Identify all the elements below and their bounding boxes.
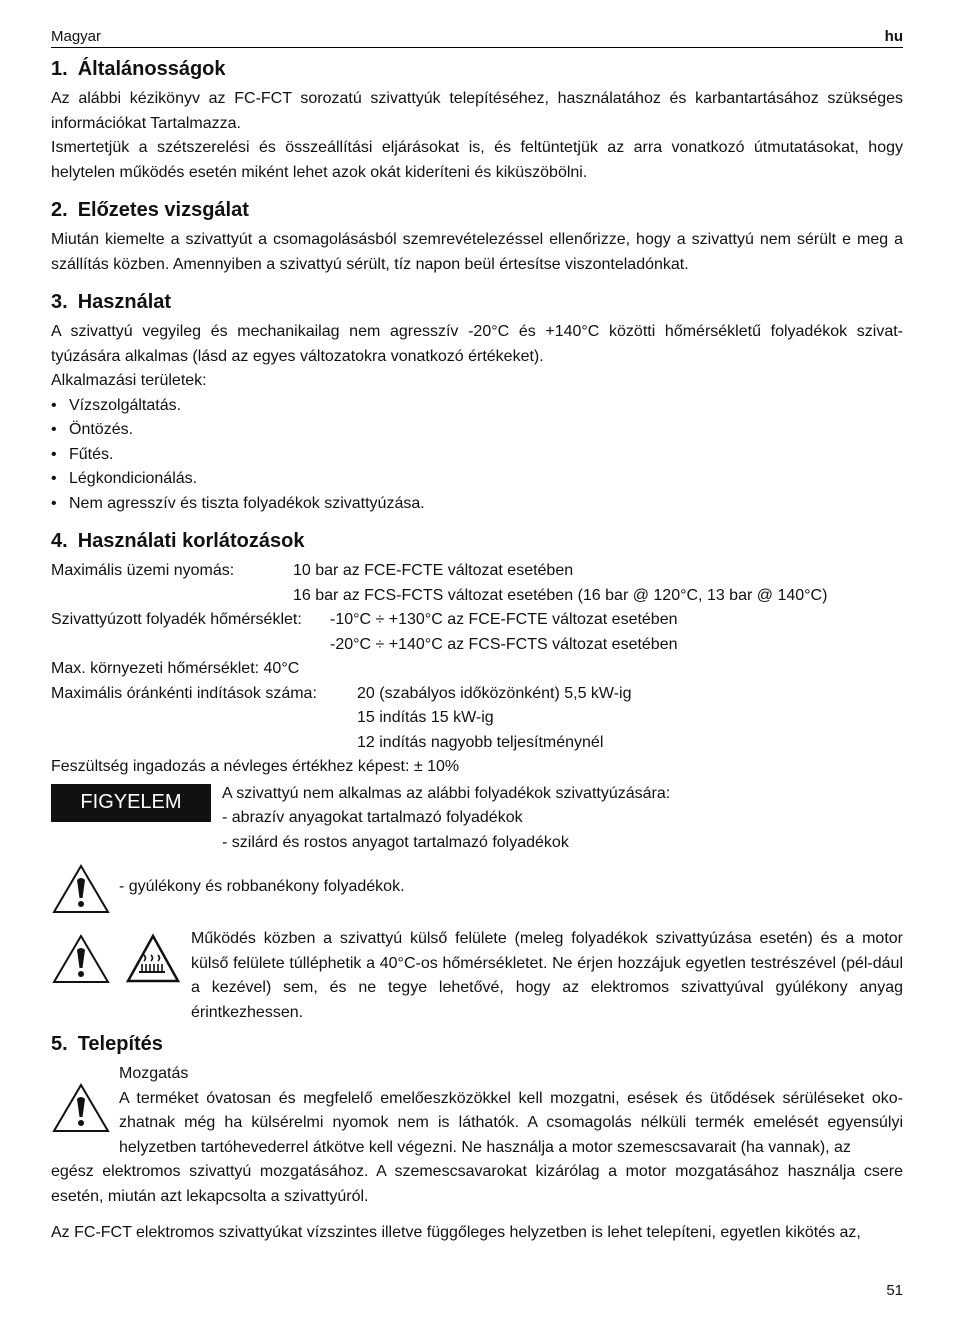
- section-4-heading: 4. Használati korlátozások: [51, 530, 305, 552]
- max-starts-label: Maximális óránkénti indítások száma:: [51, 684, 317, 702]
- moving-block: [51, 1062, 903, 1160]
- moving-paragraph-continued: egész elektromos szivattyú mozgatásához. A szemescsavarokat kizárólag a motor mozgatásához használja csere esetén, miután azt lekapcsolta a szivattyúról.: [51, 1163, 903, 1205]
- section-2-paragraph: Miután kiemelte a szivattyút a csomagolásásból szemrevételezéssel ellenőrizze, hogy a szivattyú nem sérült e meg a szállítás közben. Amennyiben a szivattyú sérült, tíz napon beül értesítse viszonteladónkat.: [51, 231, 903, 273]
- application-areas-list: [51, 394, 903, 517]
- section-3-paragraph: A szivattyú vegyileg és mechanikailag nem agresszív -20°C és +140°C közötti hőmérsékletű folyadékok szivat-tyúzására alkalmas (lásd az egyes változatokra vonatkozó értékeket).: [51, 323, 903, 365]
- list-item: • Légkondicionálás.: [51, 467, 903, 492]
- max-starts-value-3: 12 indítás nagyobb teljesítménynél: [357, 733, 604, 751]
- fluid-temperature-value-2: -20°C ÷ +140°C az FCS-FCTS változat esetében: [330, 635, 678, 653]
- max-pressure-row: [51, 559, 903, 608]
- installation-paragraph: Az FC-FCT elektromos szivattyúkat vízszintes illetve függőleges helyzetben is lehet telepíteni, egyetlen kikötés az,: [51, 1224, 861, 1241]
- voltage-tolerance: Feszültség ingadozás a névleges értékhez képest: ± 10%: [51, 758, 460, 775]
- warning-triangle-icon: [51, 863, 111, 915]
- max-pressure-label: Maximális üzemi nyomás:: [51, 562, 235, 579]
- attention-text-1: A szivattyú nem alkalmas az alábbi folyadékok szivattyúzására:: [222, 784, 671, 802]
- attention-block: [51, 782, 903, 856]
- fluid-temperature-row: [51, 608, 903, 657]
- list-item: • Nem agresszív és tiszta folyadékok szivattyúzása.: [51, 492, 903, 517]
- flammable-warning-row: [51, 863, 903, 915]
- section-1-paragraph-1: Az alábbi kézikönyv az FC-FCT sorozatú szivattyúk telepítéséhez, használatához és karbantartásához szükséges információkat Tartalmazza.: [51, 90, 903, 132]
- section-1-heading: 1. Általánosságok: [51, 58, 226, 80]
- fluid-temperature-value-1: -10°C ÷ +130°C az FCE-FCTE változat esetében: [330, 611, 678, 628]
- document-page: [51, 28, 903, 1246]
- max-starts-value-2: 15 indítás 15 kW-ig: [357, 709, 494, 726]
- attention-text-2: - abrazív anyagokat tartalmazó folyadékok: [222, 809, 523, 826]
- section-3-heading: 3. Használat: [51, 291, 172, 313]
- attention-text-3: - szilárd és rostos anyagot tartalmazó folyadékok: [222, 833, 569, 851]
- flammable-warning-text: - gyúlékony és robbanékony folyadékok.: [119, 878, 405, 895]
- header-language: Magyar: [51, 28, 102, 45]
- warning-triangle-icon: [51, 1082, 111, 1134]
- warning-triangle-icon: [51, 933, 111, 985]
- hot-surface-warning-row: [51, 927, 903, 1025]
- list-item: • Vízszolgáltatás.: [51, 394, 903, 419]
- section-2-heading: 2. Előzetes vizsgálat: [51, 199, 249, 221]
- max-pressure-value-1: 10 bar az FCE-FCTE változat esetében: [293, 562, 574, 579]
- fluid-temperature-label: Szivattyúzott folyadék hőmérséklet:: [51, 611, 302, 628]
- application-areas-label: Alkalmazási területek:: [51, 372, 207, 389]
- moving-subtitle: Mozgatás: [119, 1065, 189, 1082]
- hot-surface-warning-text: Működés közben a szivattyú külső felülete (meleg folyadékok szivattyúzása esetén) és a motor külső felülete túlléphetik a 40°C-os hőmérsékletet. Ne érjen hozzájuk egyetlen testrészével (pél-dául a kezével) sem, és ne tegye lehetővé, hogy az elektromos szivattyúval gyúlékony anyag érintkezhessen.: [191, 930, 903, 1021]
- header-language-code: hu: [884, 28, 903, 45]
- attention-badge: FIGYELEM: [51, 784, 211, 822]
- page-number: 51: [886, 1282, 903, 1299]
- hot-surface-icon: [125, 933, 181, 985]
- section-5-heading: 5. Telepítés: [51, 1033, 163, 1055]
- ambient-temperature: Max. környezeti hőmérséklet: 40°C: [51, 660, 300, 677]
- max-starts-value-1: 20 (szabályos időközönként) 5,5 kW-ig: [357, 684, 632, 702]
- list-item: • Fűtés.: [51, 443, 903, 468]
- max-pressure-value-2: 16 bar az FCS-FCTS változat esetében (16 bar @ 120°C, 13 bar @ 140°C): [293, 586, 828, 604]
- page-header: [51, 28, 903, 48]
- section-1-paragraph-2: Ismertetjük a szétszerelési és összeállítási eljárásokat is, és feltüntetjük az arra vonatkozó útmutatásokat, hogy helytelen működés esetén miként lehet azok okát kideríteni és kiküszöbölni.: [51, 139, 903, 181]
- max-starts-row: [51, 682, 903, 756]
- list-item: • Öntözés.: [51, 418, 903, 443]
- moving-paragraph: A terméket óvatosan és megfelelő emelőeszközökkel kell mozgatni, esések és ütődések sérüléseket oko-zhatnak még ha külsérelmi nyomok nem is láthatók. A csomagolás nélküli termék emelését egyensúlyi helyzetben tartóhevederrel átkötve kell végezni. Ne használja a motor szemescsavarait (ha vannak), az: [119, 1089, 903, 1156]
